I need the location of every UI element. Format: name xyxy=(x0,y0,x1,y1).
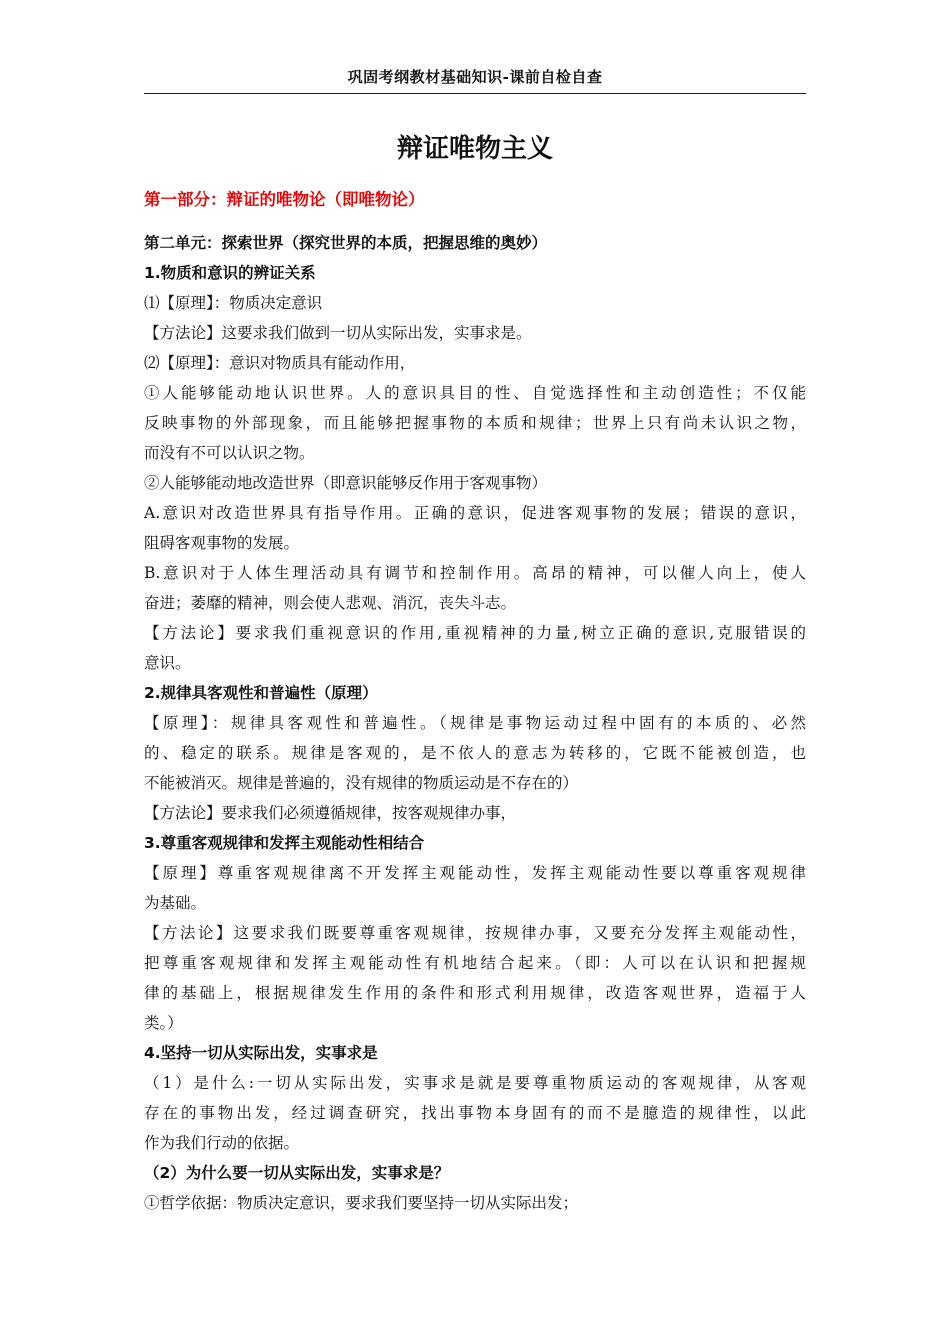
header-divider xyxy=(144,93,806,94)
text-line: ①人能够能动地认识世界。人的意识具目的性、自觉选择性和主动创造性；不仅能 xyxy=(144,384,806,402)
text-line: 阻碍客观事物的发展。 xyxy=(144,534,300,552)
section-heading-1: 1.物质和意识的辨证关系 xyxy=(144,264,316,282)
text-line: 作为我们行动的依据。 xyxy=(144,1134,300,1152)
part-heading: 第一部分：辩证的唯物论（即唯物论） xyxy=(144,190,425,209)
text-line: （1）是什么:一切从实际出发，实事求是就是要尊重物质运动的客观规律，从客观 xyxy=(144,1074,806,1092)
running-header: 巩固考纲教材基础知识-课前自检自查 xyxy=(347,68,603,86)
text-line: 意识。 xyxy=(144,654,191,672)
text-line: ⑴【原理】：物质决定意识 xyxy=(144,294,323,312)
text-line: ②人能够能动地改造世界（即意识能够反作用于客观事物） xyxy=(144,474,548,492)
text-line: B.意识对于人体生理活动具有调节和控制作用。高昂的精神，可以催人向上，使人 xyxy=(144,564,806,582)
text-line: 的、稳定的联系。规律是客观的，是不依人的意志为转移的，它既不能被创造，也 xyxy=(144,744,806,762)
text-line: 【方法论】要求我们重视意识的作用,重视精神的力量,树立正确的意识,克服错误的 xyxy=(144,624,806,642)
text-line: 奋进；萎靡的精神，则会使人悲观、消沉，丧失斗志。 xyxy=(144,594,517,612)
text-line: 为基础。 xyxy=(144,894,207,912)
section-heading-2: 2.规律具客观性和普遍性（原理） xyxy=(144,684,378,702)
section-heading-4: 4.坚持一切从实际出发，实事求是 xyxy=(144,1044,378,1062)
text-line: ⑵【原理】：意识对物质具有能动作用， xyxy=(144,354,416,372)
text-line: 而没有不可以认识之物。 xyxy=(144,444,315,462)
text-line: 存在的事物出发，经过调查研究，找出事物本身固有的而不是臆造的规律性，以此 xyxy=(144,1104,806,1122)
subsection-heading: （2）为什么要一切从实际出发，实事求是？ xyxy=(144,1164,450,1182)
text-line: 【原理】：规律具客观性和普遍性。（规律是事物运动过程中固有的本质的、必然 xyxy=(144,714,806,732)
text-line: 【方法论】这要求我们做到一切从实际出发，实事求是。 xyxy=(144,324,532,342)
text-line: 类。） xyxy=(144,1014,183,1032)
text-line: 反映事物的外部现象，而且能够把握事物的本质和规律；世界上只有尚未认识之物， xyxy=(144,414,806,432)
text-line: 【原理】尊重客观规律离不开发挥主观能动性，发挥主观能动性要以尊重客观规律 xyxy=(144,864,806,882)
text-line: 不能被消灭。规律是普遍的，没有规律的物质运动是不存在的） xyxy=(144,774,579,792)
text-line: 律的基础上，根据规律发生作用的条件和形式利用规律，改造客观世界，造福于人 xyxy=(144,984,806,1002)
section-heading-3: 3.尊重客观规律和发挥主观能动性相结合 xyxy=(144,834,425,852)
text-line: 【方法论】要求我们必须遵循规律，按客观规律办事， xyxy=(144,804,517,822)
text-line: 把尊重客观规律和发挥主观能动性有机地结合起来。（即：人可以在认识和把握规 xyxy=(144,954,806,972)
unit-heading: 第二单元：探索世界（探究世界的本质，把握思维的奥妙） xyxy=(144,234,548,252)
text-line: 【方法论】这要求我们既要尊重客观规律，按规律办事，又要充分发挥主观能动性， xyxy=(144,924,806,942)
document-title: 辩证唯物主义 xyxy=(396,134,553,164)
body-text xyxy=(144,228,806,1218)
text-line: ①哲学依据：物质决定意识，要求我们要坚持一切从实际出发； xyxy=(144,1194,579,1212)
text-line: A.意识对改造世界具有指导作用。正确的意识，促进客观事物的发展；错误的意识， xyxy=(144,504,806,522)
